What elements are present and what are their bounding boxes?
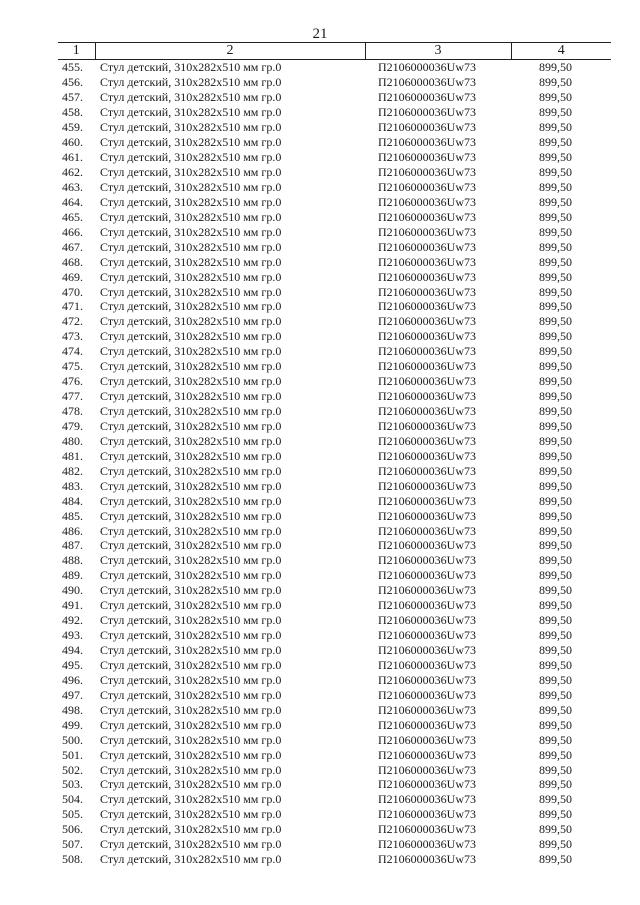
item-price: 899,50 — [539, 523, 572, 538]
row-number: 503. — [62, 777, 83, 792]
item-description: Стул детский, 310х282х510 мм гр.0 — [100, 60, 282, 75]
table-row — [58, 463, 611, 478]
row-number: 482. — [62, 463, 83, 478]
item-description: Стул детский, 310х282х510 мм гр.0 — [100, 643, 282, 658]
item-description: Стул детский, 310х282х510 мм гр.0 — [100, 837, 282, 852]
item-description: Стул детский, 310х282х510 мм гр.0 — [100, 717, 282, 732]
item-description: Стул детский, 310х282х510 мм гр.0 — [100, 792, 282, 807]
column-header-4: 4 — [511, 43, 611, 60]
table-row — [58, 523, 611, 538]
item-code: П2106000036Uw73 — [378, 762, 476, 777]
table-row — [58, 478, 611, 493]
item-price: 899,50 — [539, 418, 572, 433]
item-price: 899,50 — [539, 538, 572, 553]
item-description: Стул детский, 310х282х510 мм гр.0 — [100, 807, 282, 822]
item-code: П2106000036Uw73 — [378, 105, 476, 120]
table-row — [58, 568, 611, 583]
item-description: Стул детский, 310х282х510 мм гр.0 — [100, 672, 282, 687]
table-row — [58, 90, 611, 105]
table-row — [58, 404, 611, 419]
item-price: 899,50 — [539, 598, 572, 613]
item-price: 899,50 — [539, 254, 572, 269]
row-number: 461. — [62, 150, 83, 165]
row-number: 458. — [62, 105, 83, 120]
row-number: 472. — [62, 314, 83, 329]
row-number: 494. — [62, 643, 83, 658]
item-description: Стул детский, 310х282х510 мм гр.0 — [100, 463, 282, 478]
table-header — [58, 43, 611, 60]
row-number: 496. — [62, 672, 83, 687]
row-number: 457. — [62, 90, 83, 105]
table-row — [58, 344, 611, 359]
item-code: П2106000036Uw73 — [378, 628, 476, 643]
column-header-2: 2 — [95, 43, 365, 60]
row-number: 479. — [62, 418, 83, 433]
row-number: 501. — [62, 747, 83, 762]
item-code: П2106000036Uw73 — [378, 777, 476, 792]
table-row — [58, 284, 611, 299]
item-price: 899,50 — [539, 553, 572, 568]
table-row — [58, 60, 611, 75]
item-code: П2106000036Uw73 — [378, 269, 476, 284]
item-code: П2106000036Uw73 — [378, 404, 476, 419]
row-number: 498. — [62, 702, 83, 717]
item-price: 899,50 — [539, 90, 572, 105]
table-row — [58, 538, 611, 553]
item-description: Стул детский, 310х282х510 мм гр.0 — [100, 165, 282, 180]
table-row — [58, 359, 611, 374]
item-code: П2106000036Uw73 — [378, 389, 476, 404]
item-price: 899,50 — [539, 493, 572, 508]
table-row — [58, 448, 611, 463]
item-description: Стул детский, 310х282х510 мм гр.0 — [100, 150, 282, 165]
item-description: Стул детский, 310х282х510 мм гр.0 — [100, 75, 282, 90]
table-row — [58, 628, 611, 643]
item-price: 899,50 — [539, 672, 572, 687]
table-row — [58, 254, 611, 269]
item-price: 899,50 — [539, 732, 572, 747]
item-price: 899,50 — [539, 807, 572, 822]
row-number: 459. — [62, 120, 83, 135]
row-number: 475. — [62, 359, 83, 374]
item-description: Стул детский, 310х282х510 мм гр.0 — [100, 120, 282, 135]
item-description: Стул детский, 310х282х510 мм гр.0 — [100, 538, 282, 553]
row-number: 468. — [62, 254, 83, 269]
item-description: Стул детский, 310х282х510 мм гр.0 — [100, 269, 282, 284]
item-price: 899,50 — [539, 463, 572, 478]
table-row — [58, 613, 611, 628]
item-description: Стул детский, 310х282х510 мм гр.0 — [100, 852, 282, 867]
item-description: Стул детский, 310х282х510 мм гр.0 — [100, 822, 282, 837]
item-description: Стул детский, 310х282х510 мм гр.0 — [100, 359, 282, 374]
item-price: 899,50 — [539, 657, 572, 672]
item-code: П2106000036Uw73 — [378, 314, 476, 329]
row-number: 462. — [62, 165, 83, 180]
item-code: П2106000036Uw73 — [378, 837, 476, 852]
item-price: 899,50 — [539, 404, 572, 419]
table-row — [58, 150, 611, 165]
item-description: Стул детский, 310х282х510 мм гр.0 — [100, 568, 282, 583]
item-description: Стул детский, 310х282х510 мм гр.0 — [100, 687, 282, 702]
item-code: П2106000036Uw73 — [378, 224, 476, 239]
item-code: П2106000036Uw73 — [378, 687, 476, 702]
table-row — [58, 180, 611, 195]
item-code: П2106000036Uw73 — [378, 90, 476, 105]
item-code: П2106000036Uw73 — [378, 807, 476, 822]
item-code: П2106000036Uw73 — [378, 254, 476, 269]
item-description: Стул детский, 310х282х510 мм гр.0 — [100, 628, 282, 643]
table-row — [58, 822, 611, 837]
table-row — [58, 299, 611, 314]
item-description: Стул детский, 310х282х510 мм гр.0 — [100, 254, 282, 269]
table-row — [58, 419, 611, 434]
item-price: 899,50 — [539, 344, 572, 359]
item-price: 899,50 — [539, 105, 572, 120]
item-price: 899,50 — [539, 448, 572, 463]
item-code: П2106000036Uw73 — [378, 523, 476, 538]
header-row — [58, 43, 611, 60]
item-price: 899,50 — [539, 837, 572, 852]
item-price: 899,50 — [539, 329, 572, 344]
row-number: 466. — [62, 224, 83, 239]
table-row — [58, 194, 611, 209]
item-code: П2106000036Uw73 — [378, 120, 476, 135]
item-description: Стул детский, 310х282х510 мм гр.0 — [100, 508, 282, 523]
row-number: 492. — [62, 613, 83, 628]
item-code: П2106000036Uw73 — [378, 165, 476, 180]
item-description: Стул детский, 310х282х510 мм гр.0 — [100, 433, 282, 448]
item-price: 899,50 — [539, 747, 572, 762]
item-price: 899,50 — [539, 374, 572, 389]
item-price: 899,50 — [539, 568, 572, 583]
table-row — [58, 717, 611, 732]
item-code: П2106000036Uw73 — [378, 209, 476, 224]
item-price: 899,50 — [539, 717, 572, 732]
item-description: Стул детский, 310х282х510 мм гр.0 — [100, 374, 282, 389]
item-description: Стул детский, 310х282х510 мм гр.0 — [100, 105, 282, 120]
row-number: 460. — [62, 135, 83, 150]
row-number: 484. — [62, 493, 83, 508]
item-code: П2106000036Uw73 — [378, 702, 476, 717]
table-row — [58, 389, 611, 404]
item-price: 899,50 — [539, 60, 572, 75]
table-row — [58, 852, 611, 867]
item-price: 899,50 — [539, 150, 572, 165]
row-number: 470. — [62, 284, 83, 299]
table-body — [58, 60, 611, 867]
inventory-table — [58, 42, 611, 867]
item-price: 899,50 — [539, 433, 572, 448]
item-description: Стул детский, 310х282х510 мм гр.0 — [100, 762, 282, 777]
item-description: Стул детский, 310х282х510 мм гр.0 — [100, 702, 282, 717]
table-row — [58, 807, 611, 822]
item-code: П2106000036Uw73 — [378, 822, 476, 837]
table-row — [58, 583, 611, 598]
item-code: П2106000036Uw73 — [378, 852, 476, 867]
table-row — [58, 314, 611, 329]
table-row — [58, 374, 611, 389]
row-number: 473. — [62, 329, 83, 344]
table-row — [58, 493, 611, 508]
row-number: 493. — [62, 628, 83, 643]
table-row — [58, 433, 611, 448]
item-description: Стул детский, 310х282х510 мм гр.0 — [100, 493, 282, 508]
item-description: Стул детский, 310х282х510 мм гр.0 — [100, 732, 282, 747]
row-number: 465. — [62, 209, 83, 224]
row-number: 469. — [62, 269, 83, 284]
row-number: 488. — [62, 553, 83, 568]
table-row — [58, 553, 611, 568]
row-number: 474. — [62, 344, 83, 359]
item-price: 899,50 — [539, 135, 572, 150]
item-price: 899,50 — [539, 628, 572, 643]
item-price: 899,50 — [539, 702, 572, 717]
item-code: П2106000036Uw73 — [378, 583, 476, 598]
row-number: 486. — [62, 523, 83, 538]
item-price: 899,50 — [539, 777, 572, 792]
table-row — [58, 165, 611, 180]
table-row — [58, 209, 611, 224]
table-row — [58, 224, 611, 239]
item-description: Стул детский, 310х282х510 мм гр.0 — [100, 194, 282, 209]
row-number: 502. — [62, 762, 83, 777]
row-number: 495. — [62, 657, 83, 672]
row-number: 477. — [62, 389, 83, 404]
item-description: Стул детский, 310х282х510 мм гр.0 — [100, 523, 282, 538]
item-description: Стул детский, 310х282х510 мм гр.0 — [100, 209, 282, 224]
item-price: 899,50 — [539, 239, 572, 254]
table-row — [58, 837, 611, 852]
item-code: П2106000036Uw73 — [378, 538, 476, 553]
item-code: П2106000036Uw73 — [378, 672, 476, 687]
table-row — [58, 269, 611, 284]
item-description: Стул детский, 310х282х510 мм гр.0 — [100, 90, 282, 105]
item-description: Стул детский, 310х282х510 мм гр.0 — [100, 478, 282, 493]
table-row — [58, 105, 611, 120]
table-row — [58, 792, 611, 807]
item-price: 899,50 — [539, 852, 572, 867]
item-code: П2106000036Uw73 — [378, 792, 476, 807]
item-price: 899,50 — [539, 120, 572, 135]
item-code: П2106000036Uw73 — [378, 598, 476, 613]
table-row — [58, 777, 611, 792]
row-number: 464. — [62, 194, 83, 209]
item-code: П2106000036Uw73 — [378, 732, 476, 747]
item-description: Стул детский, 310х282х510 мм гр.0 — [100, 389, 282, 404]
item-code: П2106000036Uw73 — [378, 239, 476, 254]
row-number: 481. — [62, 448, 83, 463]
table-row — [58, 702, 611, 717]
item-description: Стул детский, 310х282х510 мм гр.0 — [100, 418, 282, 433]
item-description: Стул детский, 310х282х510 мм гр.0 — [100, 553, 282, 568]
item-code: П2106000036Uw73 — [378, 508, 476, 523]
row-number: 467. — [62, 239, 83, 254]
table-row — [58, 687, 611, 702]
table-row — [58, 135, 611, 150]
row-number: 478. — [62, 404, 83, 419]
row-number: 480. — [62, 433, 83, 448]
item-code: П2106000036Uw73 — [378, 613, 476, 628]
item-description: Стул детский, 310х282х510 мм гр.0 — [100, 777, 282, 792]
item-price: 899,50 — [539, 224, 572, 239]
item-code: П2106000036Uw73 — [378, 374, 476, 389]
row-number: 490. — [62, 583, 83, 598]
item-price: 899,50 — [539, 822, 572, 837]
item-code: П2106000036Uw73 — [378, 150, 476, 165]
table-row — [58, 658, 611, 673]
item-description: Стул детский, 310х282х510 мм гр.0 — [100, 239, 282, 254]
item-price: 899,50 — [539, 359, 572, 374]
item-code: П2106000036Uw73 — [378, 657, 476, 672]
item-code: П2106000036Uw73 — [378, 433, 476, 448]
row-number: 497. — [62, 687, 83, 702]
item-price: 899,50 — [539, 687, 572, 702]
item-code: П2106000036Uw73 — [378, 60, 476, 75]
row-number: 456. — [62, 75, 83, 90]
row-number: 506. — [62, 822, 83, 837]
column-header-1: 1 — [58, 43, 95, 60]
table-row — [58, 732, 611, 747]
item-code: П2106000036Uw73 — [378, 448, 476, 463]
item-price: 899,50 — [539, 269, 572, 284]
item-price: 899,50 — [539, 165, 572, 180]
column-header-3: 3 — [365, 43, 511, 60]
item-description: Стул детский, 310х282х510 мм гр.0 — [100, 344, 282, 359]
item-code: П2106000036Uw73 — [378, 135, 476, 150]
table-row — [58, 762, 611, 777]
item-code: П2106000036Uw73 — [378, 179, 476, 194]
item-price: 899,50 — [539, 299, 572, 314]
item-price: 899,50 — [539, 179, 572, 194]
item-code: П2106000036Uw73 — [378, 463, 476, 478]
item-description: Стул детский, 310х282х510 мм гр.0 — [100, 314, 282, 329]
item-description: Стул детский, 310х282х510 мм гр.0 — [100, 329, 282, 344]
table-row — [58, 75, 611, 90]
row-number: 471. — [62, 299, 83, 314]
page-number: 21 — [312, 26, 328, 42]
table-row — [58, 598, 611, 613]
row-number: 491. — [62, 598, 83, 613]
item-price: 899,50 — [539, 194, 572, 209]
item-description: Стул детский, 310х282х510 мм гр.0 — [100, 224, 282, 239]
table-row — [58, 747, 611, 762]
row-number: 500. — [62, 732, 83, 747]
item-description: Стул детский, 310х282х510 мм гр.0 — [100, 448, 282, 463]
item-code: П2106000036Uw73 — [378, 194, 476, 209]
item-code: П2106000036Uw73 — [378, 717, 476, 732]
item-code: П2106000036Uw73 — [378, 329, 476, 344]
row-number: 505. — [62, 807, 83, 822]
item-code: П2106000036Uw73 — [378, 478, 476, 493]
item-price: 899,50 — [539, 209, 572, 224]
item-description: Стул детский, 310х282х510 мм гр.0 — [100, 747, 282, 762]
table-row — [58, 672, 611, 687]
item-code: П2106000036Uw73 — [378, 284, 476, 299]
item-price: 899,50 — [539, 284, 572, 299]
item-description: Стул детский, 310х282х510 мм гр.0 — [100, 135, 282, 150]
item-code: П2106000036Uw73 — [378, 418, 476, 433]
row-number: 487. — [62, 538, 83, 553]
table-row — [58, 643, 611, 658]
item-description: Стул детский, 310х282х510 мм гр.0 — [100, 583, 282, 598]
row-number: 499. — [62, 717, 83, 732]
item-price: 899,50 — [539, 613, 572, 628]
row-number: 485. — [62, 508, 83, 523]
row-number: 507. — [62, 837, 83, 852]
item-price: 899,50 — [539, 762, 572, 777]
item-price: 899,50 — [539, 389, 572, 404]
item-price: 899,50 — [539, 643, 572, 658]
item-code: П2106000036Uw73 — [378, 75, 476, 90]
item-code: П2106000036Uw73 — [378, 493, 476, 508]
item-price: 899,50 — [539, 583, 572, 598]
item-code: П2106000036Uw73 — [378, 344, 476, 359]
item-code: П2106000036Uw73 — [378, 359, 476, 374]
item-code: П2106000036Uw73 — [378, 643, 476, 658]
table-row — [58, 508, 611, 523]
item-description: Стул детский, 310х282х510 мм гр.0 — [100, 613, 282, 628]
item-description: Стул детский, 310х282х510 мм гр.0 — [100, 299, 282, 314]
item-description: Стул детский, 310х282х510 мм гр.0 — [100, 179, 282, 194]
item-price: 899,50 — [539, 508, 572, 523]
item-description: Стул детский, 310х282х510 мм гр.0 — [100, 404, 282, 419]
row-number: 489. — [62, 568, 83, 583]
row-number: 504. — [62, 792, 83, 807]
row-number: 463. — [62, 179, 83, 194]
table-row — [58, 120, 611, 135]
item-description: Стул детский, 310х282х510 мм гр.0 — [100, 284, 282, 299]
item-description: Стул детский, 310х282х510 мм гр.0 — [100, 657, 282, 672]
item-code: П2106000036Uw73 — [378, 299, 476, 314]
item-price: 899,50 — [539, 314, 572, 329]
item-price: 899,50 — [539, 792, 572, 807]
table-row — [58, 329, 611, 344]
item-code: П2106000036Uw73 — [378, 747, 476, 762]
row-number: 483. — [62, 478, 83, 493]
item-code: П2106000036Uw73 — [378, 553, 476, 568]
row-number: 476. — [62, 374, 83, 389]
item-price: 899,50 — [539, 478, 572, 493]
row-number: 455. — [62, 60, 83, 75]
item-code: П2106000036Uw73 — [378, 568, 476, 583]
item-price: 899,50 — [539, 75, 572, 90]
table-row — [58, 239, 611, 254]
row-number: 508. — [62, 852, 83, 867]
item-description: Стул детский, 310х282х510 мм гр.0 — [100, 598, 282, 613]
